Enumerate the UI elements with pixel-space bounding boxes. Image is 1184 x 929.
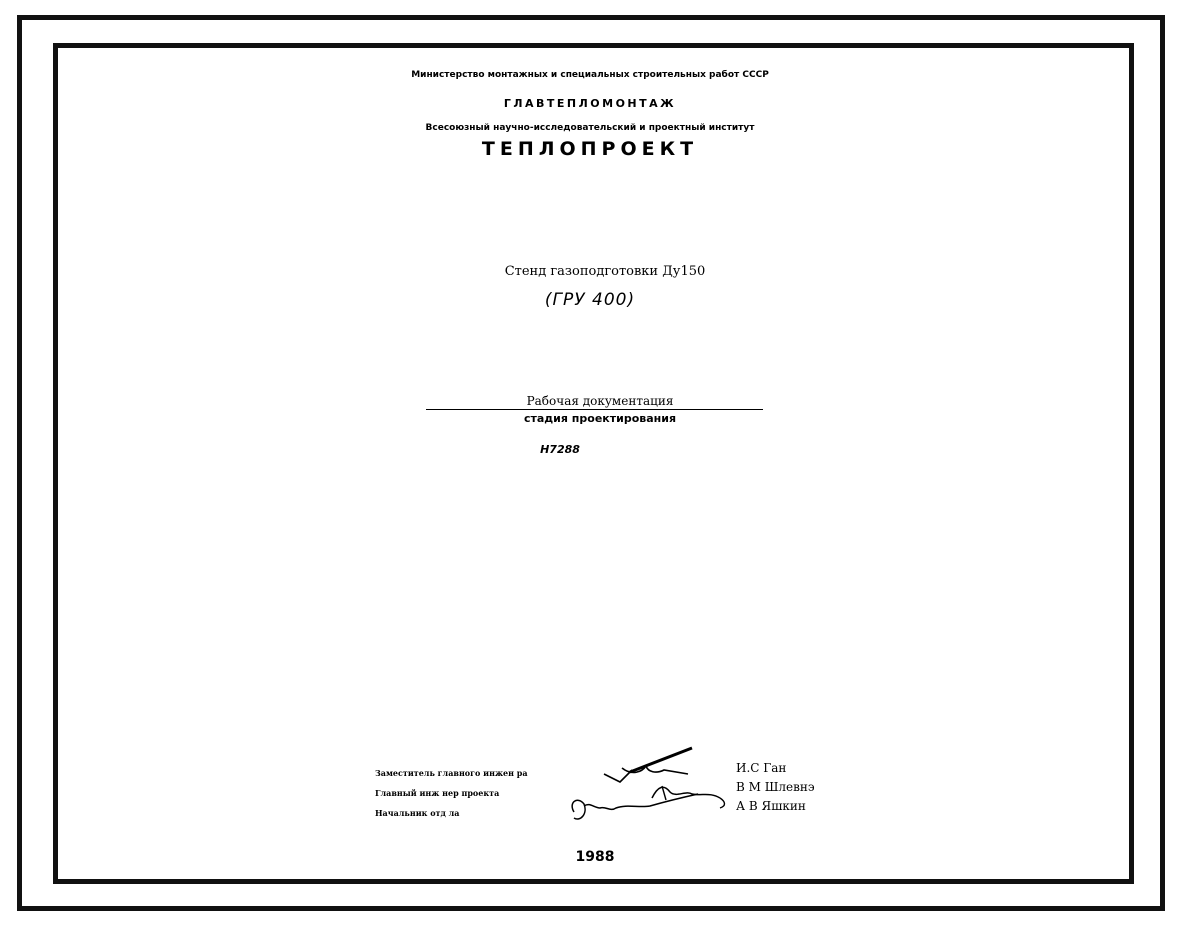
position-chief-project-engineer: Главный инж нер проекта	[375, 788, 500, 798]
document-code: Н7288	[540, 443, 580, 456]
document-title: Стенд газоподготовки Ду150	[504, 264, 706, 279]
signatory-name-3: А В Яшкин	[736, 799, 806, 813]
signatory-name-2: В М Шлевнэ	[736, 780, 815, 794]
position-department-head: Начальник отд ла	[375, 808, 460, 818]
signatory-name-1: И.С Ган	[736, 761, 787, 775]
handwritten-signatures	[560, 742, 740, 842]
documentation-type: Рабочая документация	[526, 394, 674, 408]
year: 1988	[575, 849, 615, 865]
document-subtitle: (ГРУ 400)	[544, 290, 636, 310]
documentation-rule	[426, 409, 763, 410]
institute-line: Всесоюзный научно-исследовательский и проектный институт	[425, 123, 755, 133]
position-deputy-chief-engineer: Заместитель главного инжен ра	[375, 768, 528, 778]
institute-name: ТЕПЛОПРОЕКТ	[481, 138, 699, 160]
ministry-line: Министерство монтажных и специальных строительных работ СССР	[411, 70, 769, 80]
documentation-stage: стадия проектирования	[523, 412, 677, 425]
glav-line: ГЛАВТЕПЛОМОНТАЖ	[503, 97, 677, 110]
